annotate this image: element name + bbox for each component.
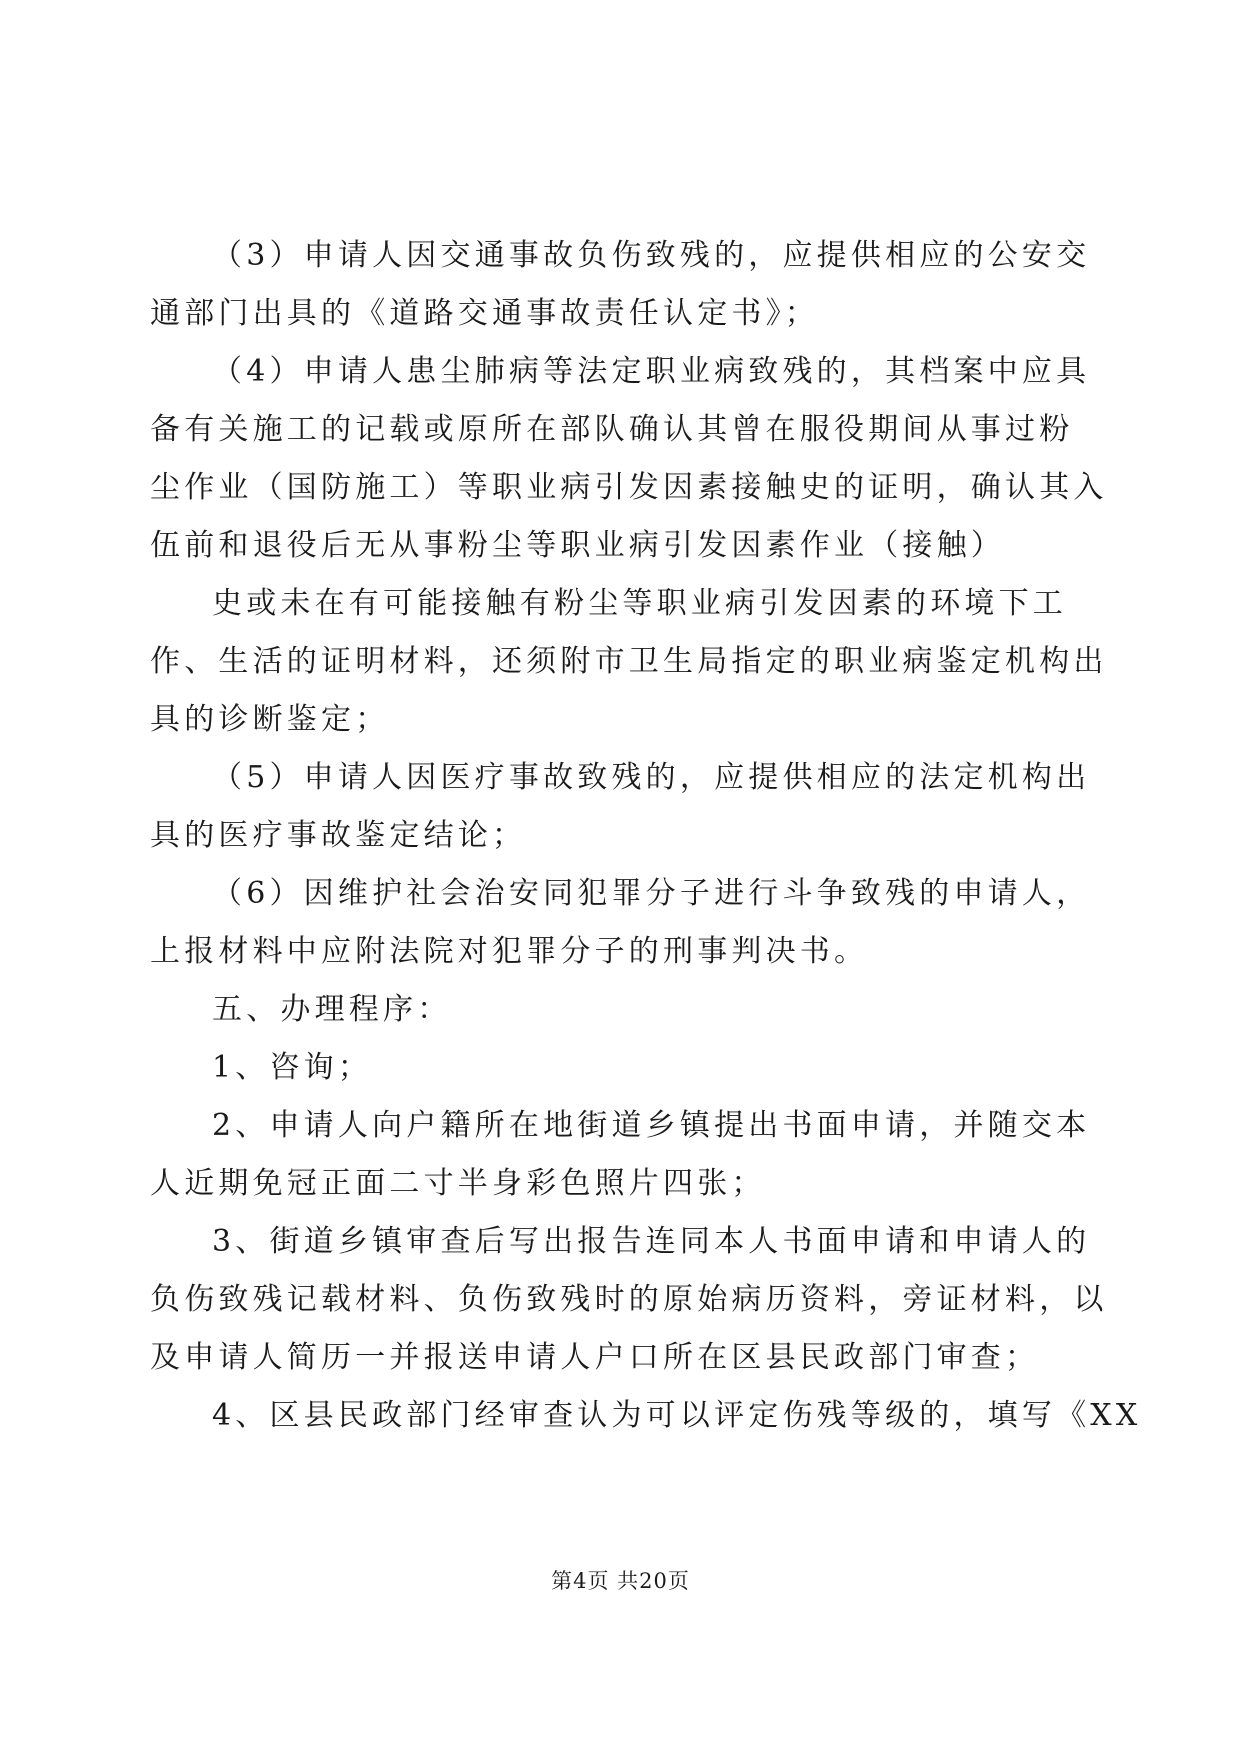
paragraph-line: 人近期免冠正面二寸半身彩色照片四张； [150,1166,766,1201]
paragraph-line: 3、街道乡镇审查后写出报告连同本人书面申请和申请人的 [212,1224,1091,1259]
paragraph-line: 通部门出具的《道路交通事故责任认定书》； [150,296,819,331]
page-number-footer: 第4页 共20页 [551,1569,690,1593]
paragraph-line: （6）因维护社会治安同犯罪分子进行斗争致残的申请人， [212,876,1091,911]
paragraph-line: （5）申请人因医疗事故致残的，应提供相应的法定机构出 [212,760,1091,795]
paragraph-line: 上报材料中应附法院对犯罪分子的刑事判决书。 [150,934,869,969]
paragraph-line: 史或未在有可能接触有粉尘等职业病引发因素的环境下工 [212,586,1067,621]
paragraph-line: 负伤致残记载材料、负伤致残时的原始病历资料，旁证材料，以 [150,1282,1108,1317]
paragraph-line: 4、区县民政部门经审查认为可以评定伤残等级的，填写《XX [212,1398,1142,1433]
paragraph-line: 及申请人简历一并报送申请人户口所在区县民政部门审查； [150,1340,1040,1375]
paragraph-line: 备有关施工的记载或原所在部队确认其曾在服役期间从事过粉 [150,412,1074,447]
paragraph-line: 具的诊断鉴定； [150,702,390,737]
paragraph-line: 作、生活的证明材料，还须附市卫生局指定的职业病鉴定机构出 [150,644,1108,679]
paragraph-line: 伍前和退役后无从事粉尘等职业病引发因素作业（接触） [150,528,1005,563]
section-heading: 五、办理程序： [212,992,452,1027]
paragraph-line: 1、咨询； [212,1050,373,1085]
paragraph-line: 2、申请人向户籍所在地街道乡镇提出书面申请，并随交本 [212,1108,1091,1143]
paragraph-line: （4）申请人患尘肺病等法定职业病致残的，其档案中应具 [212,354,1091,389]
paragraph-line: （3）申请人因交通事故负伤致残的，应提供相应的公安交 [212,238,1091,273]
paragraph-line: 具的医疗事故鉴定结论； [150,818,527,853]
paragraph-line: 尘作业（国防施工）等职业病引发因素接触史的证明，确认其入 [150,470,1108,505]
